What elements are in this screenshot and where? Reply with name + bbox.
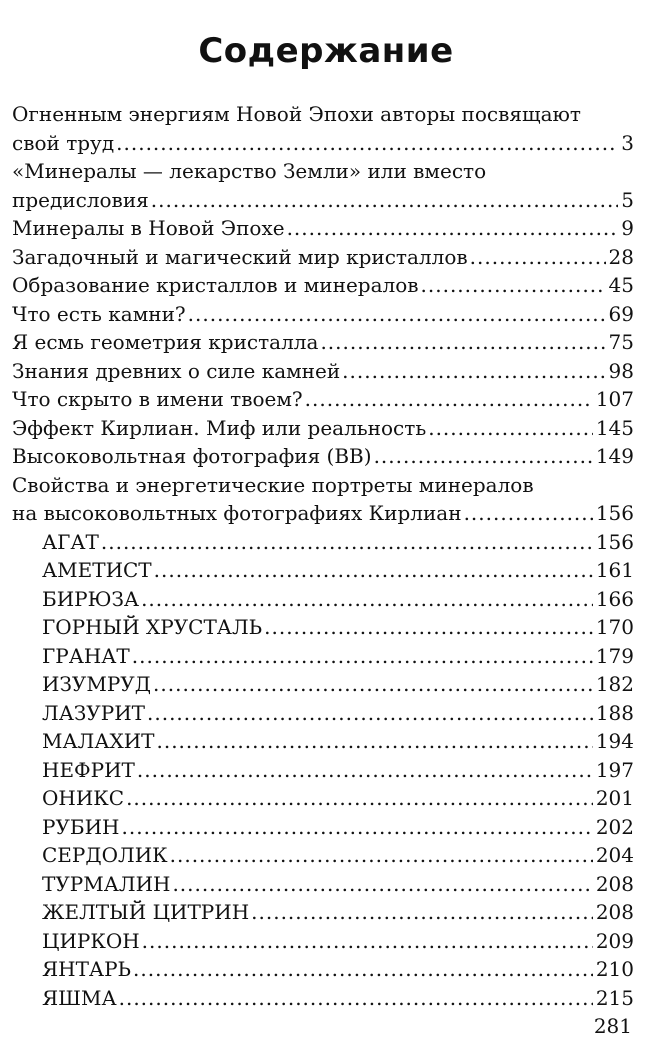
toc-entry-page: 98 xyxy=(608,358,634,383)
toc-entry xyxy=(12,271,634,300)
toc-entry-final-line xyxy=(12,499,634,528)
toc-entry-page: 170 xyxy=(595,615,634,639)
mineral-entry xyxy=(12,642,634,671)
toc-entry-page: 208 xyxy=(595,900,634,924)
mineral-entry xyxy=(12,870,634,899)
dot-leader xyxy=(142,927,593,956)
toc-entry-page: 188 xyxy=(595,700,634,725)
toc-entry-final-line xyxy=(12,243,634,272)
page-title: Содержание xyxy=(198,30,454,71)
toc-entry-title: ЖЕЛТЫЙ ЦИТРИН xyxy=(42,900,250,924)
toc-entry xyxy=(12,357,634,386)
mineral-entry xyxy=(12,898,634,927)
mineral-entry xyxy=(12,784,634,813)
toc-entry-page: 210 xyxy=(595,957,634,981)
toc-entry-title: ТУРМАЛИН xyxy=(42,871,171,896)
toc-entry-title: ИЗУМРУД xyxy=(42,672,152,696)
dot-leader xyxy=(287,214,619,243)
dot-leader xyxy=(122,813,593,842)
mineral-entry xyxy=(12,984,634,1013)
toc-entry-page: 202 xyxy=(595,814,634,839)
toc-entry-title: РУБИН xyxy=(42,814,120,839)
toc-entry-title: МАЛАХИТ xyxy=(42,729,155,753)
toc-entry-final-line xyxy=(12,214,634,243)
toc-entry xyxy=(12,300,634,329)
dot-leader xyxy=(133,955,593,984)
toc-entry-title: Загадочный и магический мир кристаллов xyxy=(12,244,468,269)
toc-entry-page: 215 xyxy=(595,985,634,1010)
toc-entry-final-line xyxy=(12,357,634,386)
dot-leader xyxy=(147,699,593,728)
dot-leader xyxy=(320,328,605,357)
mineral-entry xyxy=(12,841,634,870)
toc-entry-page: 182 xyxy=(595,672,634,696)
toc-entry-title: Что есть камни? xyxy=(12,301,186,326)
toc-entry xyxy=(12,328,634,357)
toc-entry-page: 208 xyxy=(595,871,634,896)
toc-entry-final-line xyxy=(12,442,634,471)
dot-leader xyxy=(101,528,593,557)
toc-entry-title: АГАТ xyxy=(42,529,99,554)
toc-entry-page: 156 xyxy=(595,501,634,525)
toc-entry-page: 209 xyxy=(595,928,634,953)
toc-entry-page: 28 xyxy=(608,244,634,269)
toc-entry-page: 45 xyxy=(608,273,634,297)
mineral-entry xyxy=(12,528,634,557)
mineral-entry xyxy=(12,613,634,642)
toc-entry-page: 179 xyxy=(595,643,634,668)
mineral-entry xyxy=(12,955,634,984)
toc-entry-title: ГРАНАТ xyxy=(42,643,130,668)
toc-entry-page: 5 xyxy=(621,187,634,212)
mineral-entry xyxy=(12,927,634,956)
toc-entry-title: ЛАЗУРИТ xyxy=(42,700,145,725)
dot-leader xyxy=(137,756,593,785)
toc-entry xyxy=(12,385,634,414)
dot-leader xyxy=(464,499,593,528)
dot-leader xyxy=(132,642,593,671)
mineral-list xyxy=(12,528,634,1013)
dot-leader xyxy=(251,898,593,927)
toc-entry-title: Что скрыто в имени твоем? xyxy=(12,387,303,411)
toc-entry-page: 161 xyxy=(595,558,634,582)
toc-entry xyxy=(12,100,634,157)
table-of-contents xyxy=(12,100,634,1012)
toc-entry-final-line xyxy=(12,186,634,215)
toc-entry xyxy=(12,471,634,528)
toc-entry-title: Высоковольтная фотография (ВВ) xyxy=(12,444,372,468)
toc-entry-page: 197 xyxy=(595,757,634,782)
toc-entry-line: Свойства и энергетические портреты минералов xyxy=(12,472,534,497)
toc-entry-title: Эффект Кирлиан. Миф или реальность xyxy=(12,415,427,440)
toc-entry-line: Огненным энергиям Новой Эпохи авторы посвящают xyxy=(12,102,581,126)
toc-entry-title: на высоковольтных фотографиях Кирлиан xyxy=(12,501,462,525)
toc-entry-title: ГОРНЫЙ ХРУСТАЛЬ xyxy=(42,615,263,639)
dot-leader xyxy=(305,385,593,414)
toc-entry-title: Я есмь геометрия кристалла xyxy=(12,330,319,354)
toc-entry-page: 156 xyxy=(595,529,634,554)
dot-leader xyxy=(116,129,618,158)
dot-leader xyxy=(119,984,593,1013)
toc-entry-page: 3 xyxy=(621,130,634,155)
toc-entry-page: 9 xyxy=(621,216,634,240)
toc-entry-title: предисловия xyxy=(12,187,149,212)
toc-entry-final-line xyxy=(12,129,634,158)
toc-entry-page: 166 xyxy=(595,586,634,611)
toc-entry-page: 201 xyxy=(595,786,634,810)
mineral-entry xyxy=(12,727,634,756)
mineral-entry xyxy=(12,813,634,842)
toc-entry-title: БИРЮЗА xyxy=(42,586,140,611)
toc-entry xyxy=(12,214,634,243)
toc-entry-line: «Минералы — лекарство Земли» или вместо xyxy=(12,159,487,183)
dot-leader xyxy=(172,870,592,899)
dot-leader xyxy=(188,300,606,329)
toc-entry-final-line xyxy=(12,271,634,300)
mineral-entry xyxy=(12,756,634,785)
toc-entry-title: СЕРДОЛИК xyxy=(42,843,168,867)
toc-entry-final-line xyxy=(12,414,634,443)
toc-entry xyxy=(12,157,634,214)
toc-entry-title: ЯШМА xyxy=(42,985,117,1010)
dot-leader xyxy=(154,556,593,585)
dot-leader xyxy=(421,271,606,300)
dot-leader xyxy=(156,727,592,756)
toc-entry xyxy=(12,243,634,272)
dot-leader xyxy=(126,784,593,813)
dot-leader xyxy=(342,357,605,386)
toc-entry-page: 75 xyxy=(608,330,634,354)
toc-entry xyxy=(12,414,634,443)
toc-entry-page: 204 xyxy=(595,843,634,867)
dot-leader xyxy=(141,585,593,614)
toc-entry-title: ЯНТАРЬ xyxy=(42,957,132,981)
mineral-entry xyxy=(12,670,634,699)
dot-leader xyxy=(428,414,593,443)
toc-entry-title: ЦИРКОН xyxy=(42,928,140,953)
mineral-entry xyxy=(12,699,634,728)
toc-entry-page: 69 xyxy=(608,301,634,326)
toc-entry-page: 149 xyxy=(595,444,634,468)
toc-entry-title: ОНИКС xyxy=(42,786,125,810)
toc-entry-page: 194 xyxy=(595,729,634,753)
toc-entry-final-line xyxy=(12,385,634,414)
mineral-entry xyxy=(12,585,634,614)
page-number: 281 xyxy=(593,1014,632,1038)
toc-entry-title: АМЕТИСТ xyxy=(42,558,152,582)
toc-entry-title: НЕФРИТ xyxy=(42,757,135,782)
toc-entry-final-line xyxy=(12,300,634,329)
toc-entry-title: Минералы в Новой Эпохе xyxy=(12,216,285,240)
dot-leader xyxy=(470,243,606,272)
mineral-entry xyxy=(12,556,634,585)
toc-entry-title: свой труд xyxy=(12,130,115,155)
dot-leader xyxy=(264,613,593,642)
toc-entry-title: Знания древних о силе камней xyxy=(12,358,341,383)
dot-leader xyxy=(153,670,593,699)
toc-entry-page: 145 xyxy=(595,415,634,440)
toc-entry-title: Образование кристаллов и минералов xyxy=(12,273,419,297)
toc-entry-final-line xyxy=(12,328,634,357)
dot-leader xyxy=(151,186,618,215)
dot-leader xyxy=(170,841,593,870)
toc-entry-page: 107 xyxy=(595,387,634,411)
toc-entry xyxy=(12,442,634,471)
dot-leader xyxy=(374,442,593,471)
